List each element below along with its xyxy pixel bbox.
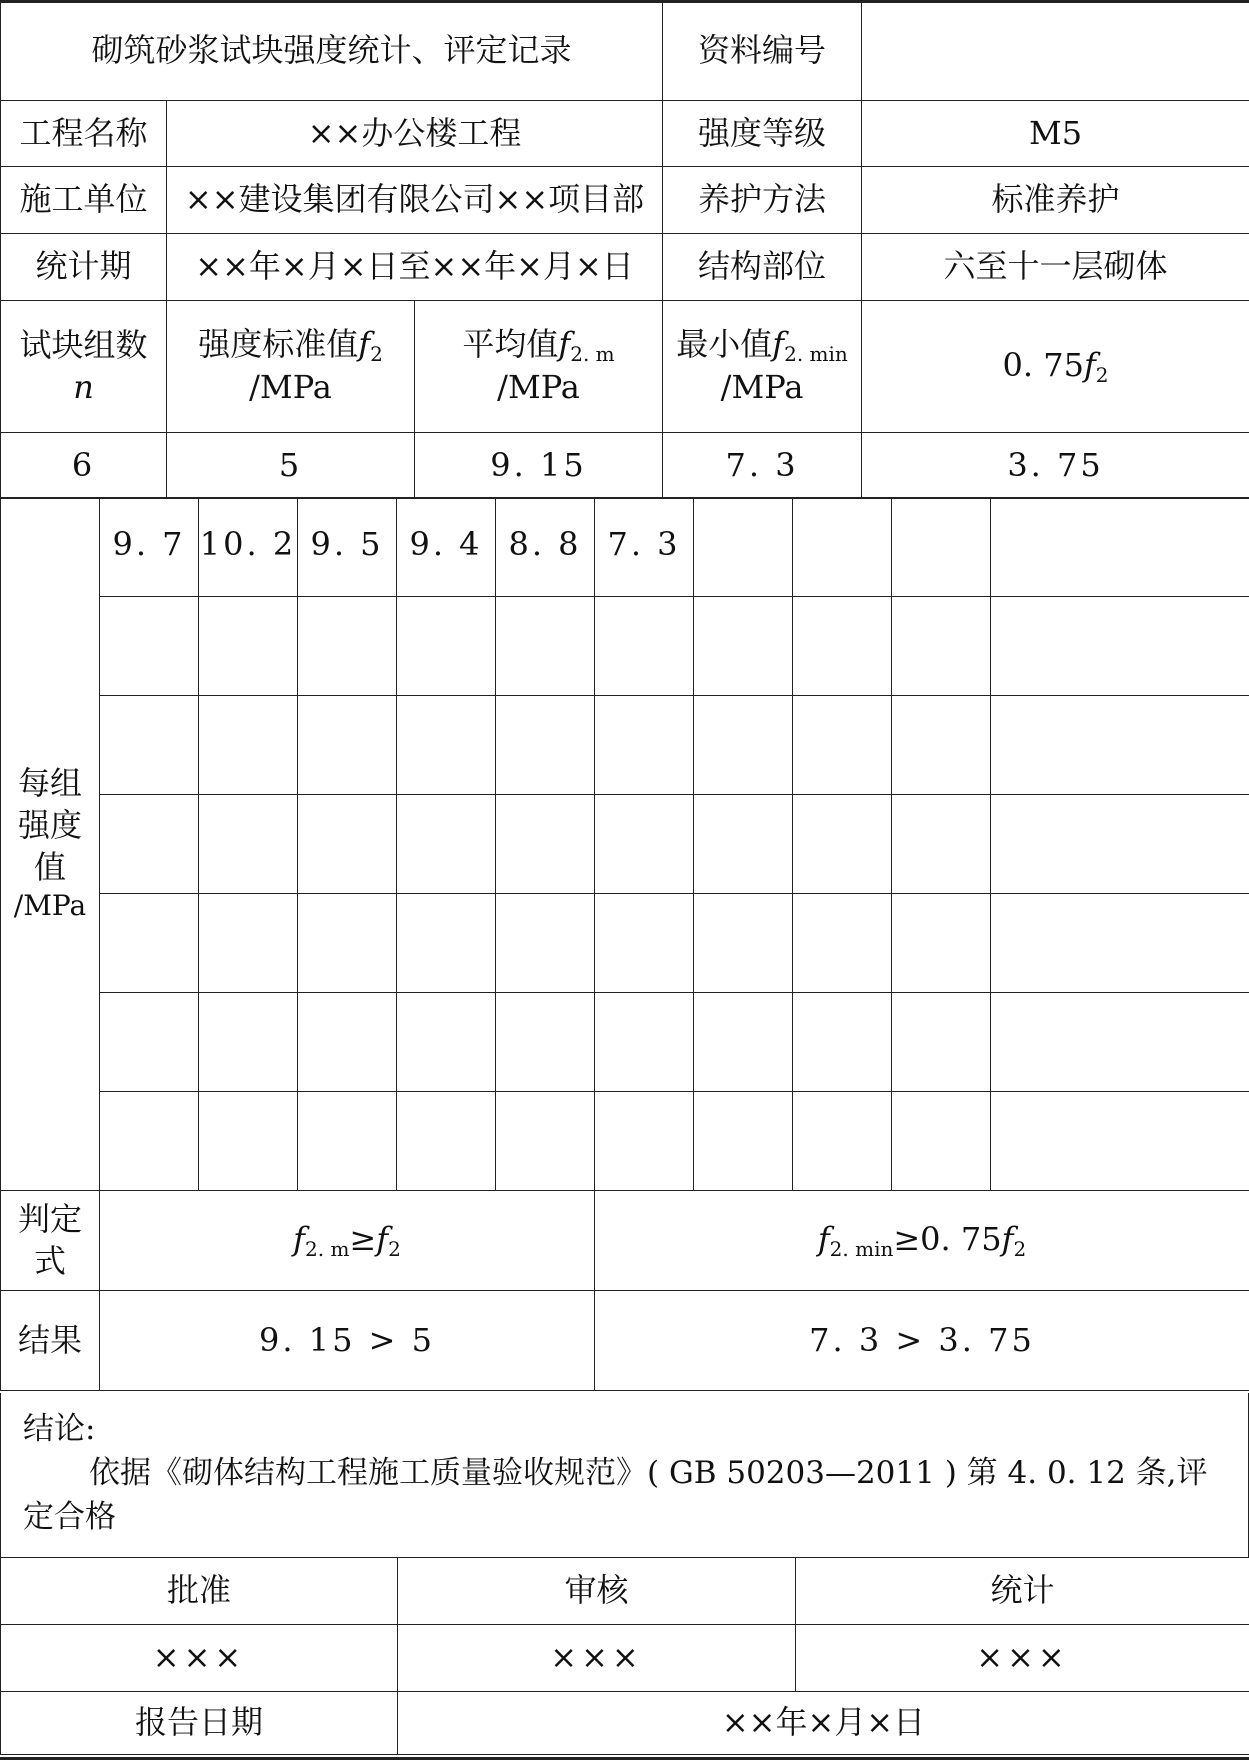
strength-cell — [892, 894, 991, 993]
strength-cell — [100, 597, 199, 696]
coef-symbol: f — [1083, 346, 1096, 384]
strength-cell — [991, 894, 1249, 993]
strength-cell — [496, 1092, 595, 1191]
formula1-rhs: f — [376, 1220, 389, 1258]
min-subscript: 2. min — [784, 342, 848, 367]
strength-cell — [397, 894, 496, 993]
contractor-label: 施工单位 — [1, 167, 167, 234]
count-label: 试块组数 — [19, 325, 148, 364]
period-value: ××年×月×日至××年×月×日 — [167, 234, 663, 301]
approve-signature: ××× — [1, 1625, 398, 1692]
count-symbol: n — [73, 367, 94, 406]
coef-prefix: 0. 75 — [1002, 346, 1084, 384]
strength-cell — [991, 1092, 1249, 1191]
strength-cell — [595, 1092, 694, 1191]
strength-cell — [793, 993, 892, 1092]
conclusion-label: 结论: — [23, 1411, 96, 1447]
strength-cell — [199, 1092, 298, 1191]
strength-cell — [298, 696, 397, 795]
group-label-line4: /MPa — [13, 889, 87, 923]
std-unit: /MPa — [249, 368, 332, 407]
strength-cell — [793, 1092, 892, 1191]
avg-label: 平均值 — [462, 325, 559, 364]
doc-no-label: 资料编号 — [663, 1, 862, 101]
strength-cell — [199, 696, 298, 795]
result-1: 9. 15 > 5 — [100, 1291, 595, 1391]
strength-cell — [694, 696, 793, 795]
strength-cell — [694, 1092, 793, 1191]
formula2-rhs-subscript: 2 — [1013, 1237, 1027, 1261]
strength-cell — [496, 597, 595, 696]
strength-cell — [298, 1092, 397, 1191]
strength-cell — [892, 993, 991, 1092]
period-label: 统计期 — [1, 234, 167, 301]
conclusion-text: 依据《砌体结构工程施工质量验收规范》( GB 50203—2011 ) 第 4. 0. 12 条,评定合格 — [23, 1455, 1208, 1535]
formula1-relation: ≥ — [349, 1220, 377, 1258]
report-date-label: 报告日期 — [1, 1692, 398, 1755]
strength-cell: 8. 8 — [496, 498, 595, 597]
strength-cell — [694, 597, 793, 696]
review-label: 审核 — [398, 1558, 796, 1625]
strength-cell — [892, 498, 991, 597]
formula2-relation: ≥0. 75 — [893, 1220, 1002, 1258]
strength-cell — [892, 696, 991, 795]
contractor-value: ××建设集团有限公司××项目部 — [167, 167, 663, 234]
project-label: 工程名称 — [1, 101, 167, 167]
strength-cell — [199, 795, 298, 894]
min-label: 最小值 — [676, 325, 773, 364]
doc-no-value[interactable] — [862, 1, 1249, 101]
judgement-label — [1, 1191, 100, 1291]
strength-cell: 9. 5 — [298, 498, 397, 597]
review-signature: ××× — [398, 1625, 796, 1692]
strength-cell — [793, 894, 892, 993]
strength-cell — [595, 795, 694, 894]
strength-cell — [991, 597, 1249, 696]
signature-table — [0, 1557, 1249, 1755]
strength-cell — [991, 696, 1249, 795]
judgement-label-line2: 式 — [33, 1241, 66, 1280]
strength-cell — [298, 993, 397, 1092]
formula1-subscript: 2. m — [305, 1237, 350, 1261]
strength-cell — [694, 498, 793, 597]
strength-cell — [100, 894, 199, 993]
strength-cell — [694, 795, 793, 894]
min-symbol: f — [772, 325, 785, 364]
std-subscript: 2 — [370, 342, 383, 367]
judgement-formula-1 — [100, 1191, 595, 1291]
strength-cell — [793, 795, 892, 894]
strength-cell: 10. 2 — [199, 498, 298, 597]
strength-cell — [199, 993, 298, 1092]
strength-cell — [793, 498, 892, 597]
strength-cell — [595, 993, 694, 1092]
avg-subscript: 2. m — [570, 342, 615, 367]
judgement-label-line1: 判定 — [17, 1199, 82, 1238]
strength-cell — [793, 597, 892, 696]
conclusion-block — [0, 1393, 1249, 1557]
strength-cell — [397, 993, 496, 1092]
strength-cell — [298, 795, 397, 894]
grade-label: 强度等级 — [663, 101, 862, 167]
curing-label: 养护方法 — [663, 167, 862, 234]
formula1-symbol: f — [293, 1220, 306, 1258]
min-header — [663, 301, 862, 433]
group-label-line3: 值 — [33, 847, 66, 886]
formula2-rhs: f — [1001, 1220, 1014, 1258]
strength-cell — [298, 894, 397, 993]
judgement-formula-2 — [595, 1191, 1249, 1291]
strength-cell — [298, 597, 397, 696]
strength-cell — [892, 795, 991, 894]
stat-label: 统计 — [796, 1558, 1249, 1625]
project-value: ××办公楼工程 — [167, 101, 663, 167]
coef-subscript: 2 — [1095, 363, 1109, 387]
strength-cell — [595, 696, 694, 795]
strength-cell — [892, 1092, 991, 1191]
strength-cell — [397, 1092, 496, 1191]
strength-cell — [496, 993, 595, 1092]
strength-cell — [595, 894, 694, 993]
avg-header — [415, 301, 663, 433]
formula2-subscript: 2. min — [829, 1237, 894, 1261]
strength-cell — [496, 894, 595, 993]
coef-header — [862, 301, 1249, 433]
strength-cell — [991, 795, 1249, 894]
part-label: 结构部位 — [663, 234, 862, 301]
std-symbol: f — [358, 325, 371, 364]
avg-unit: /MPa — [497, 368, 580, 407]
strength-cell — [694, 993, 793, 1092]
strength-cell — [496, 696, 595, 795]
part-value: 六至十一层砌体 — [862, 234, 1249, 301]
strength-cell — [100, 795, 199, 894]
form-title: 砌筑砂浆试块强度统计、评定记录 — [1, 1, 663, 101]
std-label: 强度标准值 — [198, 325, 359, 364]
strength-cell — [892, 597, 991, 696]
strength-cell — [397, 597, 496, 696]
strength-cell — [100, 1092, 199, 1191]
count-header — [1, 301, 167, 433]
formula1-rhs-subscript: 2 — [388, 1237, 401, 1261]
result-2: 7. 3 > 3. 75 — [595, 1291, 1249, 1391]
avg-symbol: f — [558, 325, 571, 364]
strength-cell: 7. 3 — [595, 498, 694, 597]
strength-cell: 9. 4 — [397, 498, 496, 597]
group-label-line1: 每组 — [17, 764, 82, 803]
group-strength-label — [1, 498, 100, 1191]
strength-cell — [991, 993, 1249, 1092]
strength-cell — [397, 795, 496, 894]
grade-value: M5 — [862, 101, 1249, 167]
approve-label: 批准 — [1, 1558, 398, 1625]
strength-cell — [793, 696, 892, 795]
strength-cell — [100, 993, 199, 1092]
count-value: 6 — [1, 433, 167, 499]
min-unit: /MPa — [720, 368, 804, 407]
header-table — [0, 0, 1249, 499]
strength-cell — [199, 597, 298, 696]
std-value: 5 — [167, 433, 415, 499]
group-label-line2: 强度 — [17, 806, 82, 844]
strength-cell: 9. 7 — [100, 498, 199, 597]
strength-cell — [595, 597, 694, 696]
strength-cell — [199, 894, 298, 993]
group-strength-table — [0, 497, 1249, 1391]
strength-cell — [496, 795, 595, 894]
curing-value: 标准养护 — [862, 167, 1249, 234]
strength-cell — [991, 498, 1249, 597]
strength-cell — [397, 696, 496, 795]
report-date-value: ××年×月×日 — [398, 1692, 1249, 1755]
stat-signature: ××× — [796, 1625, 1249, 1692]
formula2-symbol: f — [817, 1220, 830, 1258]
strength-cell — [100, 696, 199, 795]
coef-value: 3. 75 — [862, 433, 1249, 499]
strength-cell — [694, 894, 793, 993]
std-header — [167, 301, 415, 433]
min-value: 7. 3 — [663, 433, 862, 499]
result-label: 结果 — [1, 1291, 100, 1391]
avg-value: 9. 15 — [415, 433, 663, 499]
